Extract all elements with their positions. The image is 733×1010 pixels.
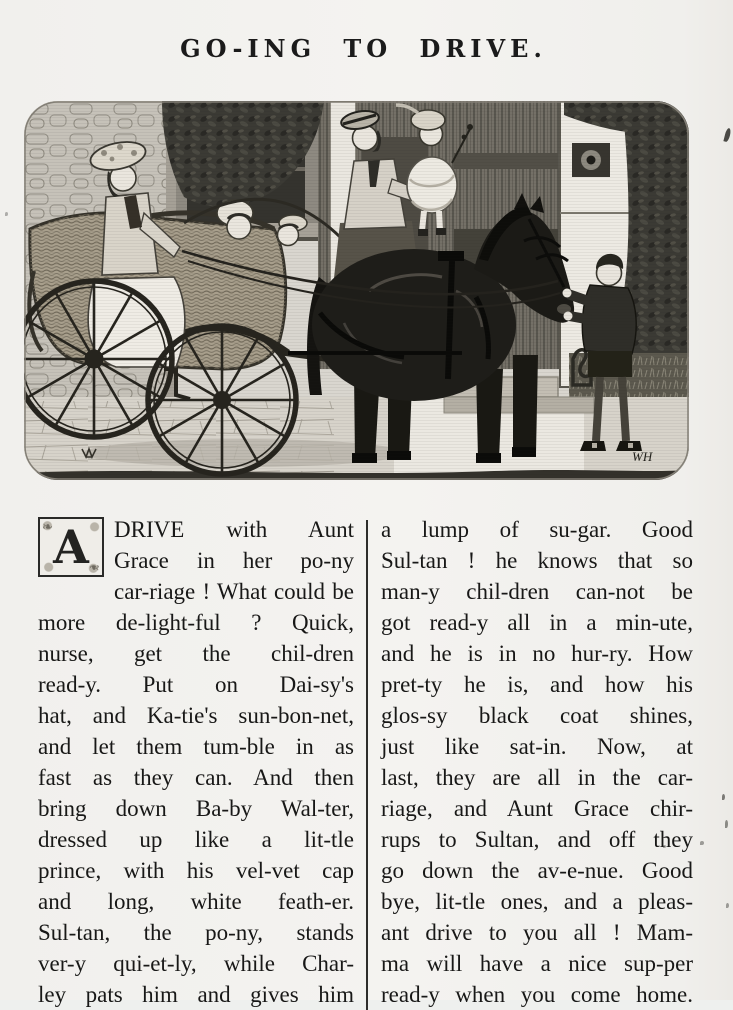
text-line: and long, white feath-er. <box>38 889 354 914</box>
dropcap-letter: A <box>53 520 89 574</box>
scan-speck <box>5 212 8 216</box>
text-line: bye, lit-tle ones, and a pleas- <box>381 889 693 914</box>
dropcap-flourish-icon: ❧ <box>89 560 100 575</box>
text-line: ant drive to you all ! Mam- <box>381 920 693 945</box>
text-line: DRIVE with Aunt <box>114 517 354 542</box>
text-line: and let them tum-ble in as <box>38 734 354 759</box>
text-line: ley pats him and gives him <box>38 982 354 1007</box>
text-line: prince, with his vel-vet cap <box>38 858 354 883</box>
scan-speck <box>723 128 731 143</box>
text-line: glos-sy black coat shines, <box>381 703 693 728</box>
artist-monogram: WH <box>632 449 653 464</box>
text-line: fast as they can. And then <box>38 765 354 790</box>
scan-speck <box>663 845 666 848</box>
text-line: a lump of su-gar. Good <box>381 517 693 542</box>
scan-speck <box>700 841 704 845</box>
right-column <box>381 514 693 1010</box>
text-line: go down the av-e-nue. Good <box>381 858 693 883</box>
scan-speck <box>722 794 725 800</box>
page-title: GO-ING TO DRIVE. <box>180 34 547 63</box>
engraving-scene <box>24 101 689 480</box>
text-line: last, they are all in the car- <box>381 765 693 790</box>
text-line: and he is in no hur-ry. How <box>381 641 693 666</box>
text-line: Grace in her po-ny <box>114 548 354 573</box>
text-line: read-y. Put on Dai-sy's <box>38 672 354 697</box>
column-divider-rule <box>366 520 368 1010</box>
scan-speck <box>725 820 728 828</box>
text-line: got read-y all in a min-ute, <box>381 610 693 635</box>
text-line: Sul-tan, the po-ny, stands <box>38 920 354 945</box>
text-line: bring down Ba-by Wal-ter, <box>38 796 354 821</box>
pony-carriage-engraving <box>24 101 689 480</box>
text-line: rups to Sultan, and off they <box>381 827 693 852</box>
text-line: more de-light-ful ? Quick, <box>38 610 354 635</box>
text-line: just like sat-in. Now, at <box>381 734 693 759</box>
dropcap-flourish-icon: ❧ <box>42 519 53 534</box>
text-line: pret-ty he is, and how his <box>381 672 693 697</box>
text-line: ver-y qui-et-ly, while Char- <box>38 951 354 976</box>
text-line: man-y chil-dren can-not be <box>381 579 693 604</box>
text-line: Sul-tan ! he knows that so <box>381 548 693 573</box>
story-text <box>38 514 698 1010</box>
text-line: nurse, get the chil-dren <box>38 641 354 666</box>
text-line: riage, and Aunt Grace chir- <box>381 796 693 821</box>
engraving-hatch-overlay <box>24 101 689 480</box>
drop-cap <box>38 517 104 577</box>
left-column <box>38 514 354 1010</box>
text-line: ma will have a nice sup-per <box>381 951 693 976</box>
scan-speck <box>726 903 729 908</box>
text-line: read-y when you come home. <box>381 982 693 1007</box>
text-line: car-riage ! What could be <box>114 579 354 604</box>
text-line: hat, and Ka-tie's sun-bon-net, <box>38 703 354 728</box>
text-line: dressed up like a lit-tle <box>38 827 354 852</box>
